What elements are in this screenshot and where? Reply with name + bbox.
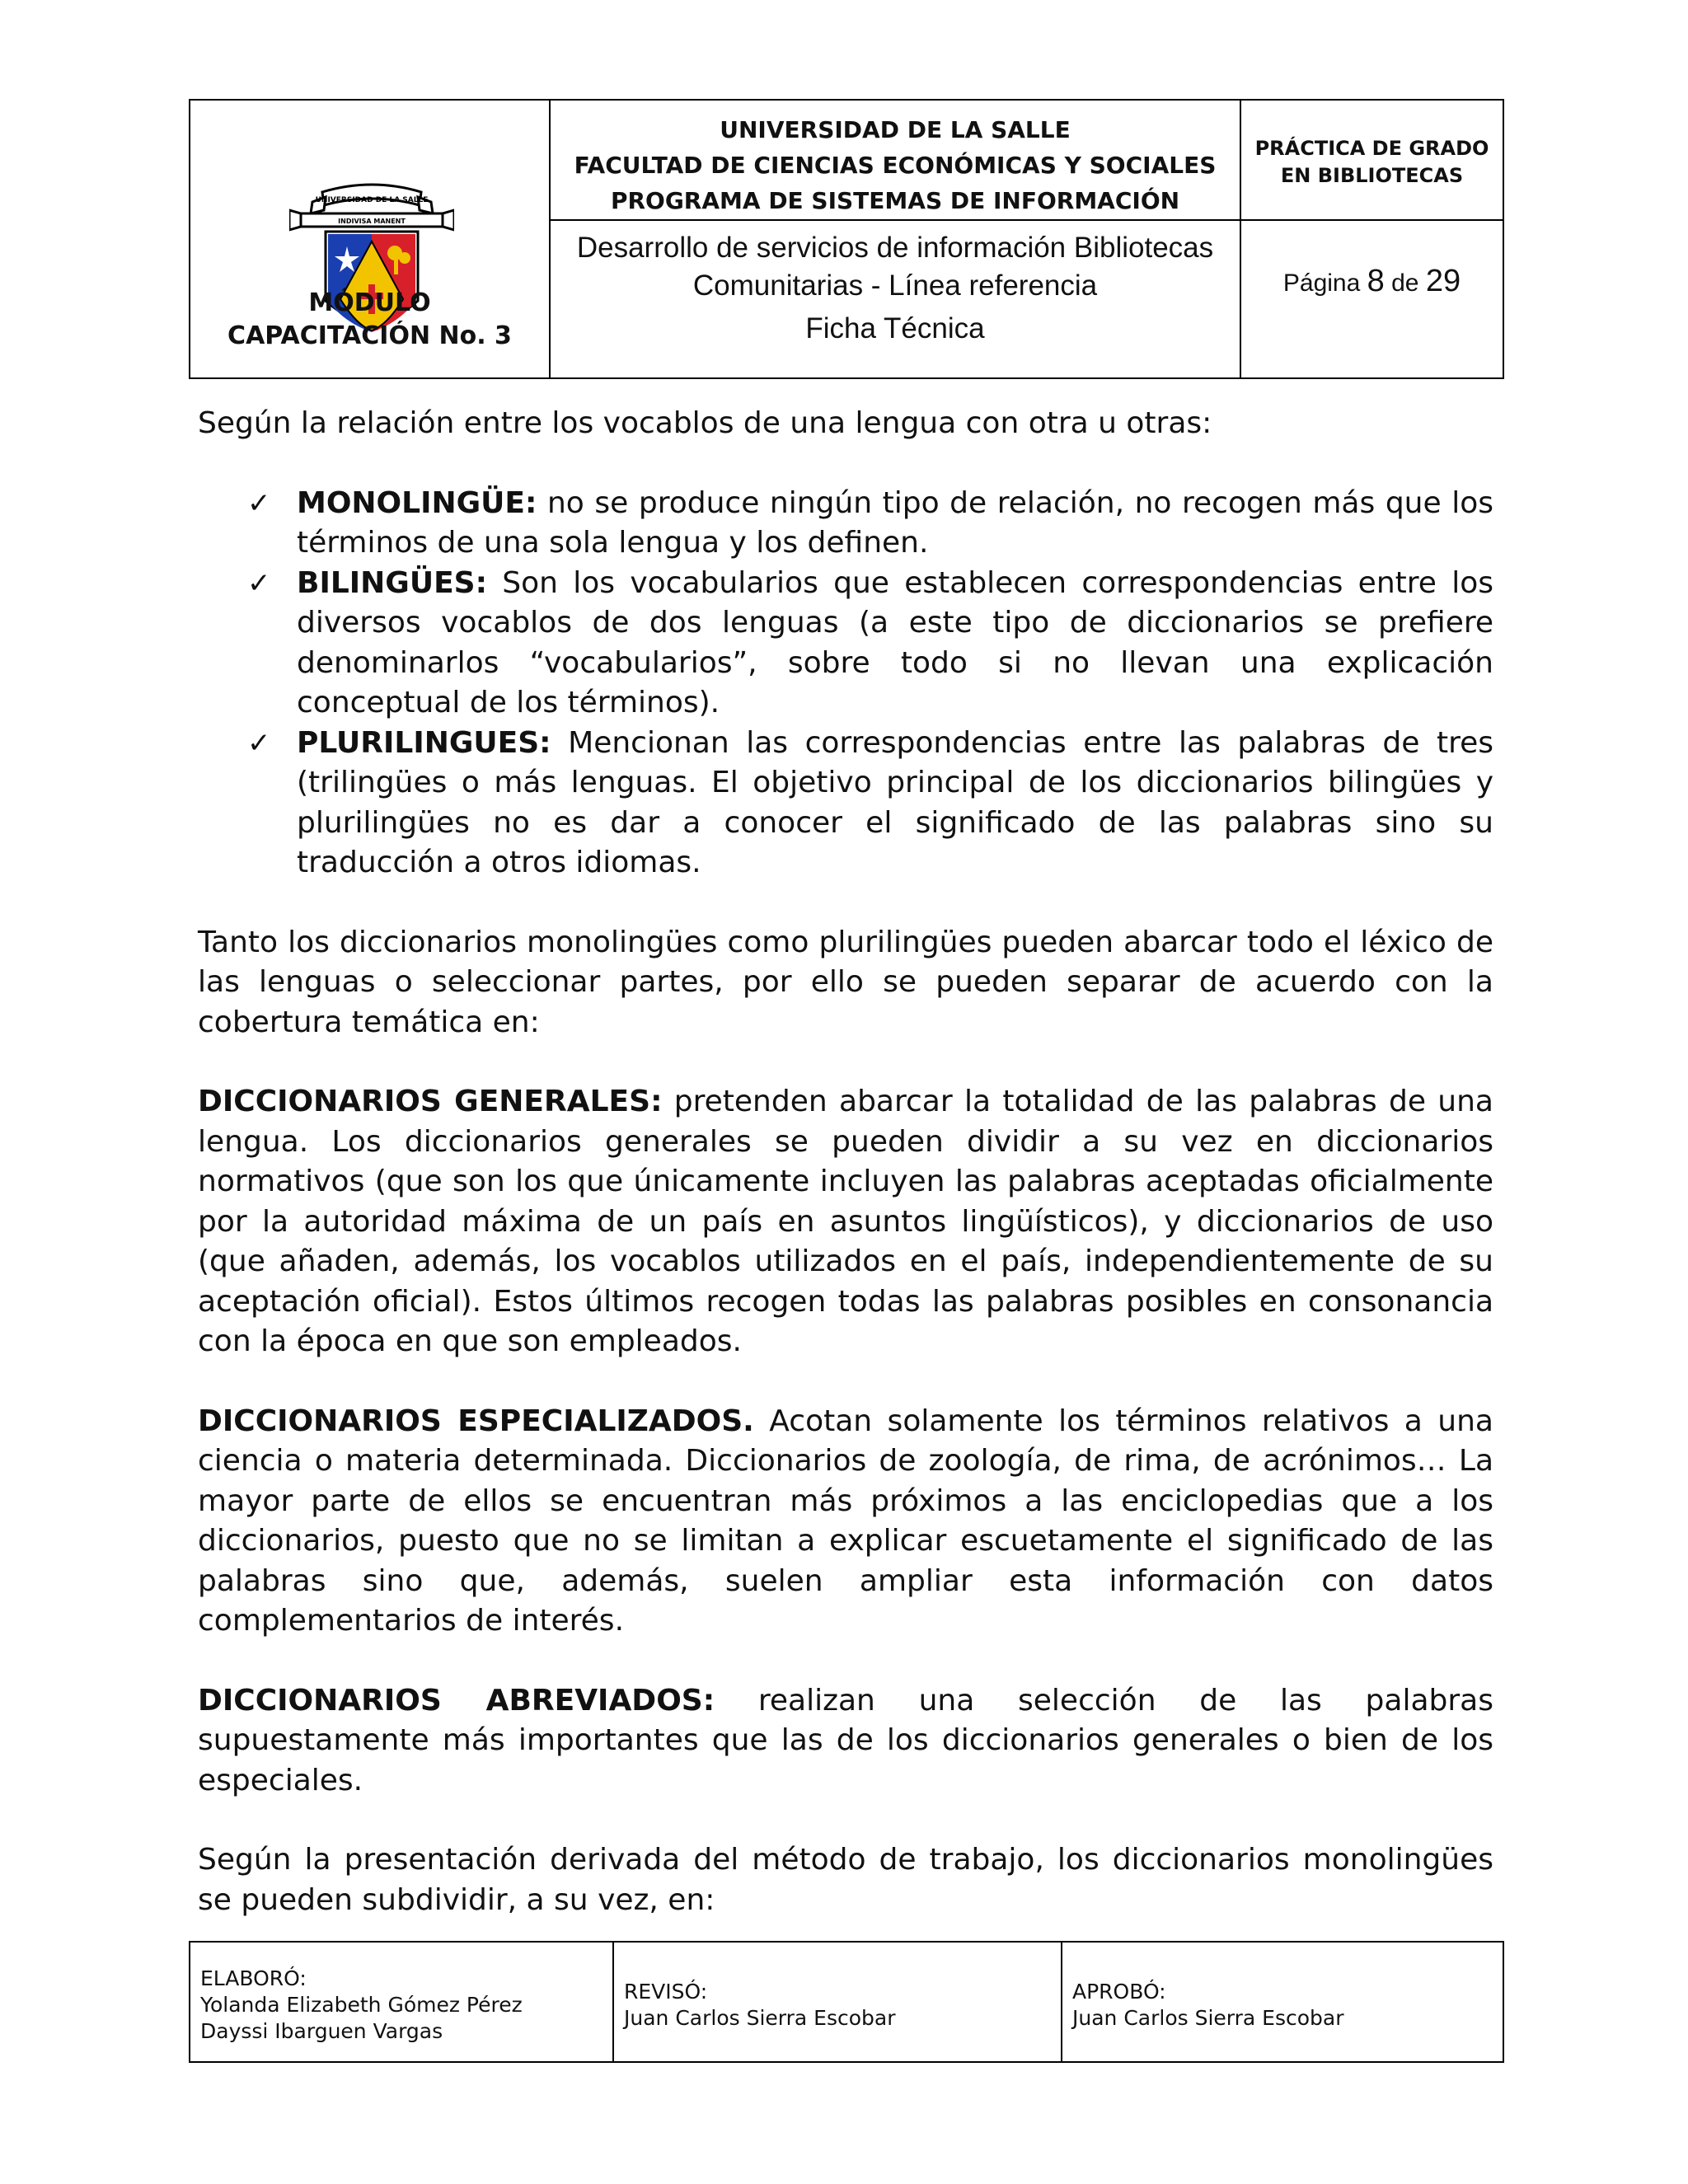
svg-text:INDIVISA MANENT: INDIVISA MANENT (338, 218, 406, 225)
faculty-name: FACULTAD DE CIENCIAS ECONÓMICAS Y SOCIALES (574, 152, 1217, 179)
abridged-dictionaries-text: realizan una selección de las palabras supuestamente más importantes que las de los diccionarios generales o bien de los especiales. (198, 1683, 1493, 1797)
page-of: de (1391, 269, 1419, 297)
document-footer-table (189, 1941, 1504, 2063)
prepared-by-cell (190, 1943, 612, 2061)
checkmark-icon: ✓ (247, 486, 271, 520)
logo-cell (190, 101, 549, 377)
list-item (198, 484, 1493, 564)
reviewed-by-cell (614, 1943, 1061, 2061)
description-line: Desarrollo de servicios de información Bibliotecas (576, 232, 1214, 264)
abridged-dictionaries-term: DICCIONARIOS ABREVIADOS: (198, 1683, 715, 1718)
prepared-by-name: Yolanda Elizabeth Gómez Pérez (200, 1993, 523, 2017)
approved-by-cell (1062, 1943, 1503, 2061)
prepared-by-label: ELABORÓ: (200, 1966, 307, 1990)
description-line: Ficha Técnica (805, 312, 985, 344)
specialized-dictionaries-text: Acotan solamente los términos relativos a una ciencia o materia determinada. Diccionarios de zoología, de rima, de acrónimos… La mayor parte de ellos se encuentran más próximos a las enciclopedias que a los diccionarios, puesto que no se limitan a explicar escuetamente el significado de las palabras sino que, además, suelen ampliar esta información con datos complementarios de interés. (198, 1404, 1493, 1638)
abridged-dictionaries-paragraph (198, 1681, 1493, 1802)
institution-cell (551, 101, 1240, 219)
checkmark-icon: ✓ (247, 726, 271, 760)
specialized-dictionaries-term: DICCIONARIOS ESPECIALIZADOS. (198, 1404, 754, 1438)
list-item-term: MONOLINGÜE: (297, 485, 537, 520)
page-number (1241, 264, 1503, 299)
module-line: CAPACITACIÓN No. 3 (227, 321, 512, 350)
description-cell (551, 221, 1240, 377)
specialized-dictionaries-paragraph (198, 1402, 1493, 1642)
page-label: Página (1282, 269, 1361, 297)
program-name: PROGRAMA DE SISTEMAS DE INFORMACIÓN (610, 187, 1180, 214)
module-title (190, 287, 549, 353)
approved-by-name: Juan Carlos Sierra Escobar (1072, 2006, 1344, 2030)
page-total: 29 (1425, 264, 1461, 298)
general-dictionaries-term: DICCIONARIOS GENERALES: (198, 1085, 663, 1118)
list-item (198, 564, 1493, 724)
general-dictionaries-paragraph (198, 1082, 1493, 1362)
list-item-text: Son los vocabularios que establecen correspondencias entre los diversos vocablos de dos lenguas (a este tipo de diccionarios se prefiere denominarlos “vocabularios”, sobre todo si no llevan una explicación conceptual de los términos). (297, 565, 1493, 719)
practice-line: EN BIBLIOTECAS (1280, 164, 1464, 187)
document-header-table (189, 99, 1504, 379)
approved-by-label: APROBÓ: (1072, 1980, 1166, 2004)
document-body (198, 404, 1493, 1920)
reviewed-by-name: Juan Carlos Sierra Escobar (624, 2006, 896, 2030)
page-number-cell (1241, 221, 1503, 377)
practice-line: PRÁCTICA DE GRADO (1254, 137, 1489, 160)
language-type-list (198, 484, 1493, 883)
list-item (198, 724, 1493, 883)
module-line: MÓDULO (308, 288, 431, 317)
reviewed-by-label: REVISÓ: (624, 1980, 708, 2004)
page-current: 8 (1367, 264, 1385, 298)
list-item-text: Mencionan las correspondencias entre las palabras de tres (trilingües o más lenguas. El objetivo principal de los diccionarios bilingües y plurilingües no es dar a conocer el significado de las palabras sino su traducción a otros idiomas. (297, 725, 1493, 879)
svg-text:UNIVERSIDAD DE LA SALLE: UNIVERSIDAD DE LA SALLE (315, 196, 429, 204)
list-item-term: PLURILINGUES: (297, 725, 551, 760)
general-dictionaries-text: pretenden abarcar la totalidad de las palabras de una lengua. Los diccionarios generales se pueden dividir a su vez en diccionarios normativos (que son los que únicamente incluyen las palabras aceptadas oficialmente por la autoridad máxima de un país en asuntos lingüísticos), y diccionarios de uso (que añaden, además, los vocablos utilizados en el país, independientemente de su aceptación oficial). Estos últimos recogen todas las palabras posibles en consonancia con la época en que son empleados. (198, 1085, 1493, 1358)
intro-paragraph: Según la relación entre los vocablos de una lengua con otra u otras: (198, 406, 1212, 440)
description-line: Comunitarias - Línea referencia (692, 269, 1098, 302)
practice-cell (1241, 101, 1503, 219)
presentation-paragraph: Según la presentación derivada del método de trabajo, los diccionarios monolingües se pueden subdividir, a su vez, en: (198, 1843, 1493, 1917)
coverage-paragraph: Tanto los diccionarios monolingües como plurilingües pueden abarcar todo el léxico de las lenguas o seleccionar partes, por ello se pueden separar de acuerdo con la cobertura temática en: (198, 925, 1493, 1039)
university-name: UNIVERSIDAD DE LA SALLE (720, 116, 1071, 143)
checkmark-icon: ✓ (247, 566, 271, 600)
list-item-text: no se produce ningún tipo de relación, no recogen más que los términos de una sola lengua y los definen. (297, 485, 1493, 560)
list-item-term: BILINGÜES: (297, 565, 487, 600)
prepared-by-name: Dayssi Ibarguen Vargas (200, 2019, 443, 2043)
